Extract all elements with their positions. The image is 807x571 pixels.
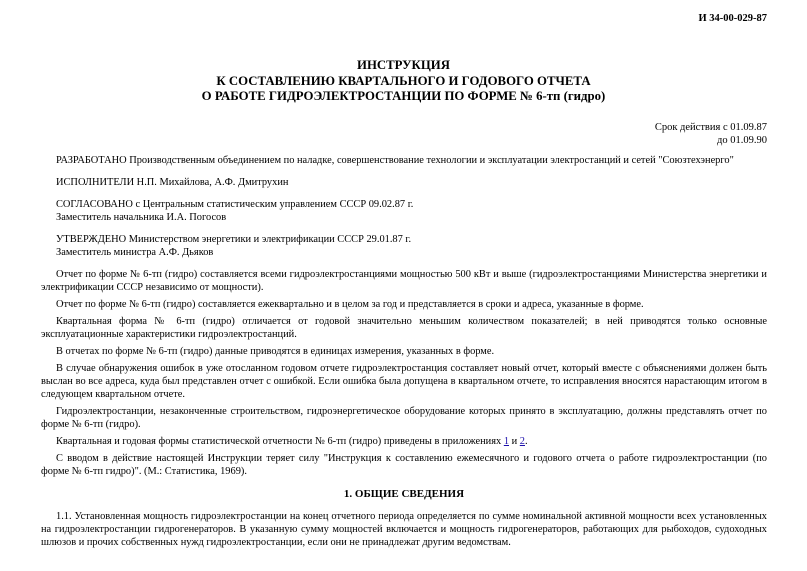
appendix-1-link[interactable]: 1 — [503, 436, 510, 447]
paragraph-7-text: Квартальная и годовая формы статистической отчетности № 6-тп (гидро) приведены в приложениях — [56, 436, 504, 447]
validity-period — [655, 121, 767, 147]
paragraph-7-conjunction: и — [509, 436, 520, 447]
paragraph-4: В отчетах по форме № 6-тп (гидро) данные приводятся в единицах измерения, указанных в форме. — [56, 346, 495, 357]
approved-line-2: Заместитель министра А.Ф. Дьяков — [56, 247, 214, 258]
paragraph-2: Отчет по форме № 6-тп (гидро) составляется ежеквартально и в целом за год и представляется в сроки и адреса, указанные в форме. — [56, 299, 644, 310]
paragraph-7 — [41, 435, 767, 448]
paragraph-7-end: . — [524, 436, 528, 447]
document-body — [41, 154, 767, 549]
paragraph-1: Отчет по форме № 6-тп (гидро) составляется всеми гидроэлектростанциями мощностью 500 кВт и выше (гидроэлектростанциями Министерства энергетики и электрификации СССР независимо от мощности). — [41, 269, 767, 293]
appendix-2-link[interactable]: 2 — [519, 436, 525, 447]
title-line-3: О РАБОТЕ ГИДРОЭЛЕКТРОСТАНЦИИ ПО ФОРМЕ № 6-тп (гидро) — [201, 89, 606, 103]
validity-from: Срок действия с 01.09.87 — [654, 122, 767, 133]
paragraph-8: С вводом в действие настоящей Инструкции теряет силу "Инструкция к составлению ежемесячного и годового отчета о работе гидроэлектростанции (по форме № 6-тп гидро)". (М.: Статистика, 1969). — [41, 453, 767, 477]
title-line-1: ИНСТРУКЦИЯ — [356, 58, 450, 72]
paragraph-6: Гидроэлектростанции, незаконченные строительством, гидроэнергетическое оборудование которых принято в эксплуатацию, должны представлять отчет по форме № 6-тп (гидро). — [41, 406, 767, 430]
approved-line-1: УТВЕРЖДЕНО Министерством энергетики и электрификации СССР 29.01.87 г. — [56, 234, 412, 245]
title-line-2: К СОСТАВЛЕНИЮ КВАРТАЛЬНОГО И ГОДОВОГО ОТЧЕТА — [216, 73, 591, 88]
executors: ИСПОЛНИТЕЛИ Н.П. Михайлова, А.Ф. Дмитрухин — [56, 177, 289, 188]
paragraph-5: В случае обнаружения ошибок в уже отосланном годовом отчете гидроэлектростанция составляет новый отчет, который вместе с объяснениями должен быть выслан во все адреса, куда был представлен отчет с ошибкой. Если ошибка была допущена в квартальном отчете, то исправления вносятся нарастающим итогом в следующем квартальном отчете. — [41, 363, 767, 400]
agreed-line-2: Заместитель начальника И.А. Погосов — [56, 212, 227, 223]
section-1-paragraph-1: 1.1. Установленная мощность гидроэлектростанции на конец отчетного периода определяется по сумме номинальной активной мощности всех установленных на гидроэлектростанции гидрогенераторов. В указанную сумму мощностей включается и мощность гидрогенераторов, работающих для рыбоходов, судоходных шлюзов и прочих собственных нужд гидроэлектростанции, если они не принадлежат другим ведомствам. — [41, 511, 767, 548]
section-1-heading: 1. ОБЩИЕ СВЕДЕНИЯ — [343, 488, 465, 500]
document-code: И 34-00-029-87 — [698, 13, 767, 24]
validity-to: до 01.09.90 — [717, 135, 767, 146]
developed-by: РАЗРАБОТАНО Производственным объединением по наладке, совершенствование технологии и эксплуатации электростанций и сетей "Союзтехэнерго" — [56, 155, 734, 166]
paragraph-3: Квартальная форма № 6-тп (гидро) отличается от годовой значительно меньшим количеством показателей; в ней приводятся только основные эксплуатационные характеристики гидроэлектростанций. — [41, 316, 767, 340]
agreed-line-1: СОГЛАСОВАНО с Центральным статистическим управлением СССР 09.02.87 г. — [56, 199, 414, 210]
agreed-block — [56, 198, 767, 224]
document-title — [0, 58, 807, 105]
approved-block — [56, 233, 767, 259]
